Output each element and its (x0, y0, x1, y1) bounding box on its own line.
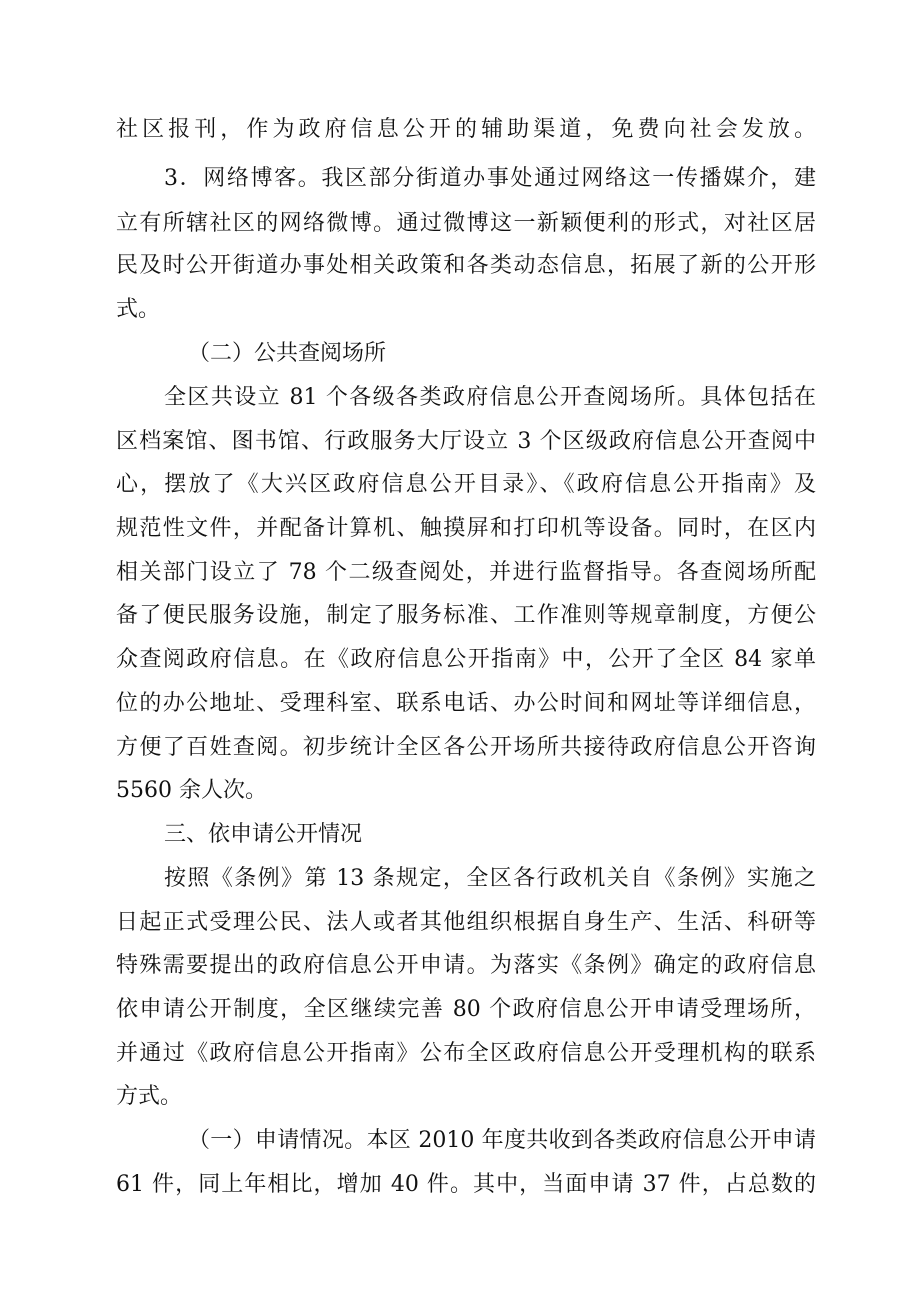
text-line: 位的办公地址、受理科室、联系电话、办公时间和网址等详细信息， (116, 691, 816, 716)
text-line: 并通过《政府信息公开指南》公布全区政府信息公开受理机构的联系 (116, 1041, 816, 1066)
text-line: 特殊需要提出的政府信息公开申请。为落实《条例》确定的政府信息 (116, 953, 816, 978)
text-line: （一）申请情况。本区 2010 年度共收到各类政府信息公开申请 (188, 1128, 816, 1153)
text-line: 相关部门设立了 78 个二级查阅处，并进行监督指导。各查阅场所配 (116, 560, 816, 585)
text-line: 方便了百姓查阅。初步统计全区各公开场所共接待政府信息公开咨询 (116, 735, 816, 760)
text-line: 5560 余人次。 (116, 778, 267, 803)
section-heading: 三、依申请公开情况 (164, 822, 363, 847)
text-line: 区档案馆、图书馆、行政服务大厅设立 3 个区级政府信息公开查阅中 (116, 429, 816, 454)
text-line: 按照《条例》第 13 条规定，全区各行政机关自《条例》实施之 (164, 866, 816, 891)
text-line: 全区共设立 81 个各级各类政府信息公开查阅场所。具体包括在 (164, 385, 816, 410)
text-line: 规范性文件，并配备计算机、触摸屏和打印机等设备。同时，在区内 (116, 516, 816, 541)
text-line: 61 件，同上年相比，增加 40 件。其中，当面申请 37 件，占总数的 (116, 1172, 816, 1197)
text-line: 备了便民服务设施，制定了服务标准、工作准则等规章制度，方便公 (116, 603, 816, 628)
text-line: 社区报刊，作为政府信息公开的辅助渠道，免费向社会发放。 (116, 117, 816, 142)
section-heading: （二）公共查阅场所 (188, 341, 387, 366)
text-line: 方式。 (116, 1084, 183, 1109)
text-line: 3．网络博客。我区部分街道办事处通过网络这一传播媒介，建 (164, 166, 816, 191)
text-line: 依申请公开制度，全区继续完善 80 个政府信息公开申请受理场所， (116, 997, 816, 1022)
text-line: 立有所辖社区的网络微博。通过微博这一新颖便利的形式，对社区居 (116, 211, 816, 236)
text-line: 民及时公开街道办事处相关政策和各类动态信息，拓展了新的公开形 (116, 253, 816, 278)
text-line: 心，摆放了《大兴区政府信息公开目录》、《政府信息公开指南》及 (116, 472, 816, 497)
text-line: 日起正式受理公民、法人或者其他组织根据自身生产、生活、科研等 (116, 910, 816, 935)
text-line: 众查阅政府信息。在《政府信息公开指南》中，公开了全区 84 家单 (116, 647, 816, 672)
text-line: 式。 (116, 297, 161, 322)
